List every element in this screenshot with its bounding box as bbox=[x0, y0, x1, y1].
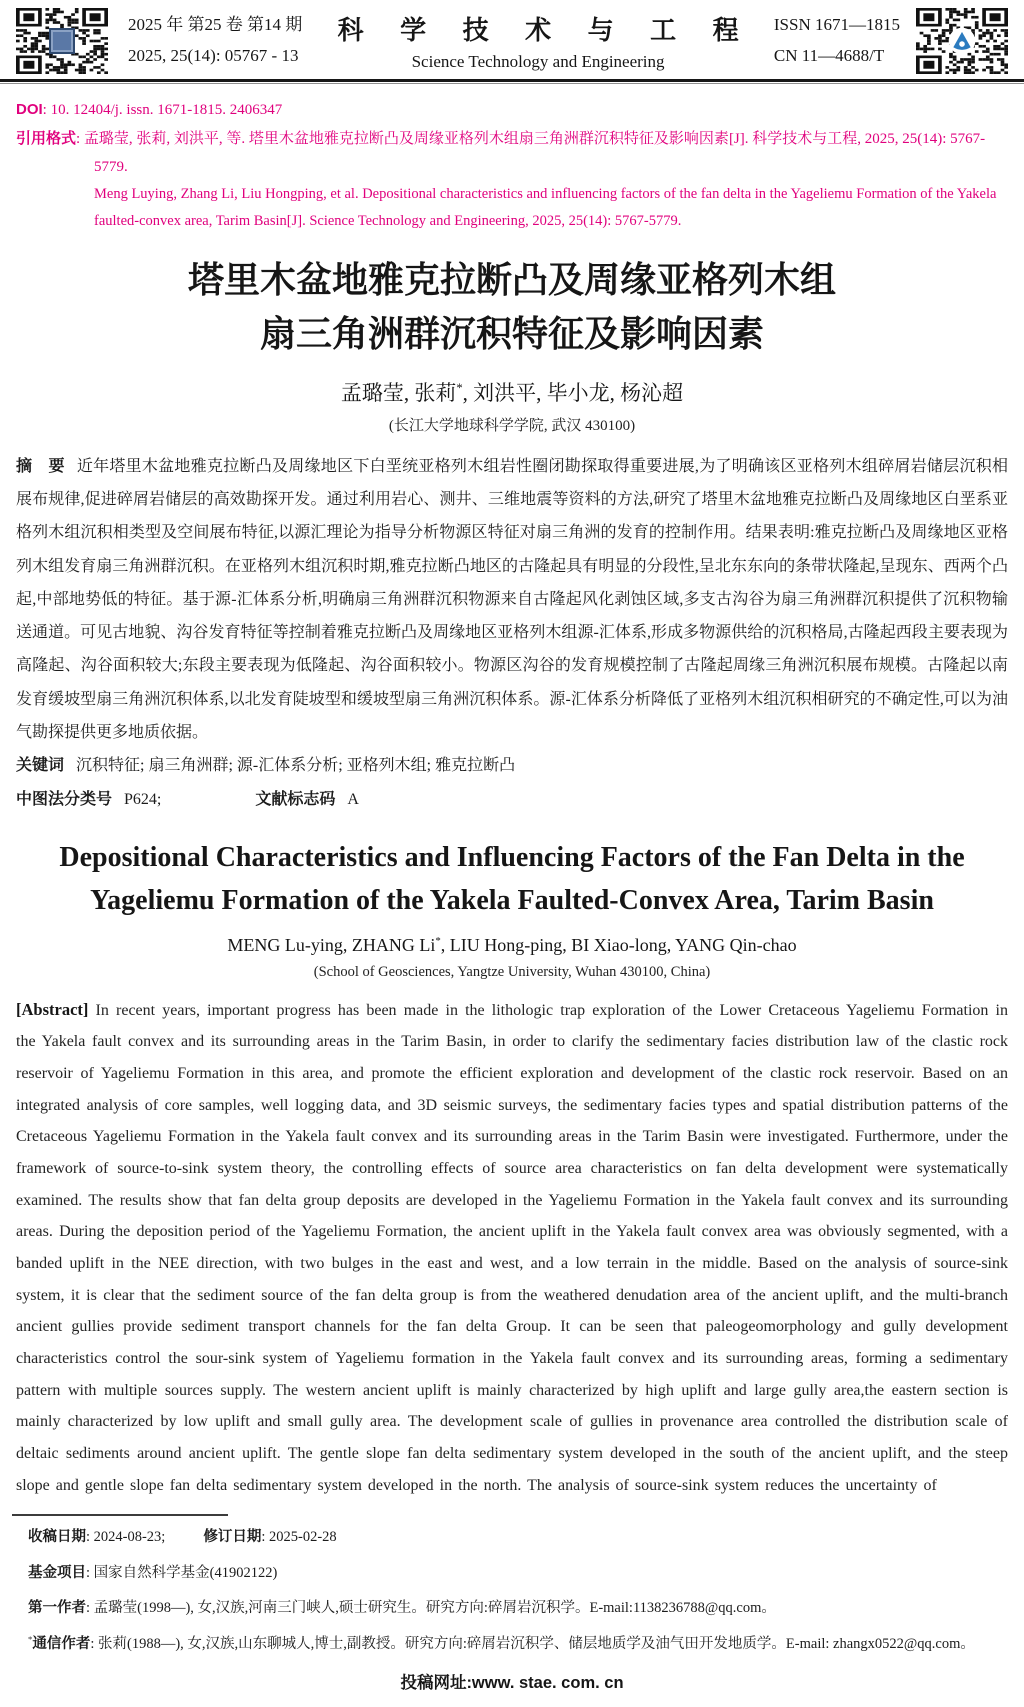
cn-number-line: CN 11—4688/T bbox=[773, 46, 885, 65]
abstract-cn-label: 摘 要 bbox=[16, 457, 65, 475]
paper-title-en-line1: Depositional Characteristics and Influencing Factors of the Fan Delta in the bbox=[59, 841, 965, 873]
keywords-body: 沉积特征; 扇三角洲群; 源-汇体系分析; 亚格列木组; 雅克拉断凸 bbox=[76, 757, 516, 775]
submission-url-line bbox=[0, 1669, 1024, 1707]
qr-code-left-icon bbox=[16, 8, 108, 74]
document-code-value: A bbox=[347, 790, 359, 808]
abstract-cn-body: 近年塔里木盆地雅克拉断凸及周缘地区下白垩统亚格列木组岩性圈闭勘探取得重要进展,为了明确该区亚格列木组碎屑岩储层沉积相展布规律,促进碎屑岩储层的高效勘探开发。通过利用岩心、测井、三维地震等资料的方法,研究了塔里木盆地雅克拉断凸及周缘地区白垩系亚格列木组沉积相类型及空间展布特征,以源汇理论为指导分析物源区特征对扇三角洲的发育的控制作用。结果表明:雅克拉断凸及周缘地区亚格列木组发育扇三角洲群沉积。在亚格列木组沉积时期,雅克拉断凸地区的古隆起具有明显的分段性,呈北东东向的条带状隆起,呈现东、西两个凸起,中部地势低的特征。基于源-汇体系分析,明确扇三角洲群沉积物源来自古隆起风化剥蚀区域,多支古沟谷为扇三角洲群沉积提供了沉积物输送通道。可见古地貌、沟谷发育特征等控制着雅克拉断凸及周缘地区亚格列木组源-汇体系,形成多物源供给的沉积格局,古隆起西段主要表现为高隆起、沟谷面积较大;东段主要表现为低隆起、沟谷面积较小。物源区沟谷的发育规模控制了古隆起周缘三角洲沉积展布规模。古隆起以南发育缓坡型扇三角洲沉积体系,以北发育陡坡型和缓坡型扇三角洲沉积体系。源-汇体系分析降低了亚格列木组沉积相研究的不确定性,可以为油气勘探提供更多地质依据。 bbox=[16, 457, 1008, 741]
keywords-line bbox=[16, 749, 1008, 782]
citation-label: 引用格式 bbox=[16, 129, 77, 147]
first-author-label: 第一作者 bbox=[28, 1600, 86, 1617]
affiliation-en: (School of Geosciences, Yangtze University, Wuhan 430100, China) bbox=[313, 963, 711, 980]
doi-label: DOI bbox=[16, 101, 43, 118]
first-author-row bbox=[28, 1597, 1008, 1619]
fund-value: : 国家自然科学基金(41902122) bbox=[86, 1564, 278, 1581]
citation-en: Meng Luying, Zhang Li, Liu Hongping, et al. Depositional characteristics and influencing factors of the fan delta in the Yageliemu Formation of the Yakela faulted-convex area, Tarim Basin[J]. Science Technology and Engineering, 2025, 25(14): 5767-5779. bbox=[94, 186, 997, 230]
journal-logo-triangle-icon bbox=[948, 27, 976, 55]
received-revised-row bbox=[28, 1526, 1008, 1548]
corresponding-author-mark: * bbox=[456, 380, 463, 395]
authors-en-names-rest: , LIU Hong-ping, BI Xiao-long, YANG Qin-chao bbox=[440, 934, 797, 955]
paper-title-en-line2: Yageliemu Formation of the Yakela Faulted-Convex Area, Tarim Basin bbox=[90, 885, 934, 917]
revised-date-label: 修订日期 bbox=[203, 1529, 262, 1546]
footer-notes bbox=[0, 1526, 1024, 1655]
submission-url-label: 投稿网址 bbox=[400, 1674, 467, 1693]
issue-volume-line: 2025 年 第25 卷 第14 期 bbox=[128, 15, 303, 35]
clc-label: 中图法分类号 bbox=[16, 790, 113, 808]
abstract-cn bbox=[16, 450, 1008, 749]
journal-header bbox=[0, 0, 1024, 76]
affiliation-cn: (长江大学地球科学学院, 武汉 430100) bbox=[388, 417, 636, 434]
received-date-label: 收稿日期 bbox=[28, 1529, 86, 1546]
qr-code-right-icon bbox=[916, 8, 1008, 74]
received-date-value: : 2024-08-23; bbox=[86, 1529, 166, 1546]
citation-cn bbox=[16, 125, 1008, 182]
issue-pages-line: 2025, 25(14): 05767 - 13 bbox=[128, 46, 299, 65]
abstract-en-label: [Abstract] bbox=[16, 999, 89, 1019]
fund-label: 基金项目 bbox=[28, 1564, 86, 1581]
issn-info bbox=[774, 10, 900, 71]
authors-en-names: MENG Lu-ying, ZHANG Li bbox=[227, 934, 436, 955]
citation-cn-text: : 孟璐莹, 张莉, 刘洪平, 等. 塔里木盆地雅克拉断凸及周缘亚格列木组扇三角洲群沉积特征及影响因素[J]. 科学技术与工程, 2025, 25(14): 5767-5779. bbox=[76, 130, 986, 175]
document-code-label: 文献标志码 bbox=[255, 790, 336, 808]
authors-cn-names: 孟璐莹, 张莉 bbox=[340, 380, 457, 405]
authors-en bbox=[0, 935, 1024, 956]
journal-masthead bbox=[302, 10, 774, 72]
revised-date-value: : 2025-02-28 bbox=[261, 1529, 337, 1546]
authors-cn-names-rest: , 刘洪平, 毕小龙, 杨沁超 bbox=[462, 380, 684, 405]
citation-block bbox=[0, 84, 1024, 235]
abstract-en-body: In recent years, important progress has been made in the lithologic trap exploration of the Lower Cretaceous Yageliemu Formation in the Yakela fault convex and its surrounding areas in the Tarim Basin, in order to clarify the sedimentary facies distribution law of the clastic rock reservoir of Yageliemu Formation in this area, and promote the efficient exploration and development of the clastic rock reservoir. Based on an integrated analysis of core samples, well logging data, and 3D seismic surveys, the sedimentary facies types and spatial distribution patterns of the Cretaceous Yageliemu Formation in the Yakela fault convex and its surrounding areas in the Tarim Basin were investigated. Furthermore, under the framework of source-to-sink system theory, the controlling effects of source area characteristics on fan delta development were systematically examined. The results show that fan delta group deposits are developed in the Yageliemu Formation in the Yakela fault convex and its surrounding areas. During the deposition period of the Yageliemu Formation, the ancient uplift in the Yakela fault convex area was obviously segmented, with a banded uplift in the NEE direction, with two bulges in the east and west, and a low terrain in the middle. Based on the analysis of source-sink system, it is clear that the sediment source of the fan delta group is from the weathered denudation area of the ancient uplift, and the multi-branch ancient gullies provide sediment transport channels for the fan delta Group. It can be seen that paleogeomorphology and gully development characteristics control the sour-sink system of Yageliemu formation in the Yakela fault convex and its surrounding areas, forming a sedimentary pattern with multiple sources supply. The western ancient uplift is mainly characterized by high uplift and large gully area,the eastern section is mainly characterized by low uplift and small gully area. The development scale of gullies in provenance area controlled the distribution scale of deltaic sediments around ancient uplift. The gentle slope fan delta sedimentary system developed in the south of the ancient uplift, and the steep slope and gentle slope fan delta sedimentary system developed in the north. The analysis of source-sink system reduces the uncertainty of bbox=[16, 1001, 1009, 1494]
fund-row bbox=[28, 1562, 1008, 1584]
footnote-divider bbox=[12, 1514, 228, 1516]
paper-title-cn-line1: 塔里木盆地雅克拉断凸及周缘亚格列木组 bbox=[187, 259, 836, 300]
clc-value: P624; bbox=[124, 790, 162, 808]
paper-title-cn bbox=[30, 253, 994, 361]
abstract-en bbox=[16, 994, 1008, 1502]
clc-line bbox=[16, 783, 1008, 816]
corresponding-author-row bbox=[28, 1633, 1008, 1655]
keywords-label: 关键词 bbox=[16, 757, 65, 775]
corresponding-author-label: 通信作者 bbox=[32, 1635, 91, 1652]
corresponding-author-value: : 张莉(1988—), 女,汉族,山东聊城人,博士,副教授。研究方向:碎屑岩沉积学、储层地质学及油气田开发地质学。E-mail: zhangx0522@qq.com。 bbox=[90, 1635, 975, 1652]
authors-cn bbox=[0, 377, 1024, 407]
journal-title-en: Science Technology and Engineering bbox=[411, 52, 665, 71]
first-author-value: : 孟璐莹(1998—), 女,汉族,河南三门峡人,硕士研究生。研究方向:碎屑岩沉积学。E-mail:1138236788@qq.com。 bbox=[86, 1600, 776, 1617]
header-rule bbox=[0, 79, 1024, 82]
doi-line bbox=[16, 96, 1008, 125]
issn-line: ISSN 1671—1815 bbox=[773, 15, 900, 35]
corresponding-star: * bbox=[28, 1633, 33, 1644]
submission-url-value: :www. stae. com. cn bbox=[466, 1674, 624, 1693]
issue-info bbox=[128, 10, 302, 71]
corresponding-author-mark-en: * bbox=[435, 934, 441, 947]
journal-title-cn: 科 学 技 术 与 工 程 bbox=[337, 16, 754, 45]
paper-title-en bbox=[8, 836, 1016, 923]
doi-value: : 10. 12404/j. issn. 1671-1815. 2406347 bbox=[42, 102, 283, 118]
journal-logo-square-icon bbox=[49, 28, 75, 54]
paper-title-cn-line2: 扇三角洲群沉积特征及影响因素 bbox=[259, 313, 764, 354]
